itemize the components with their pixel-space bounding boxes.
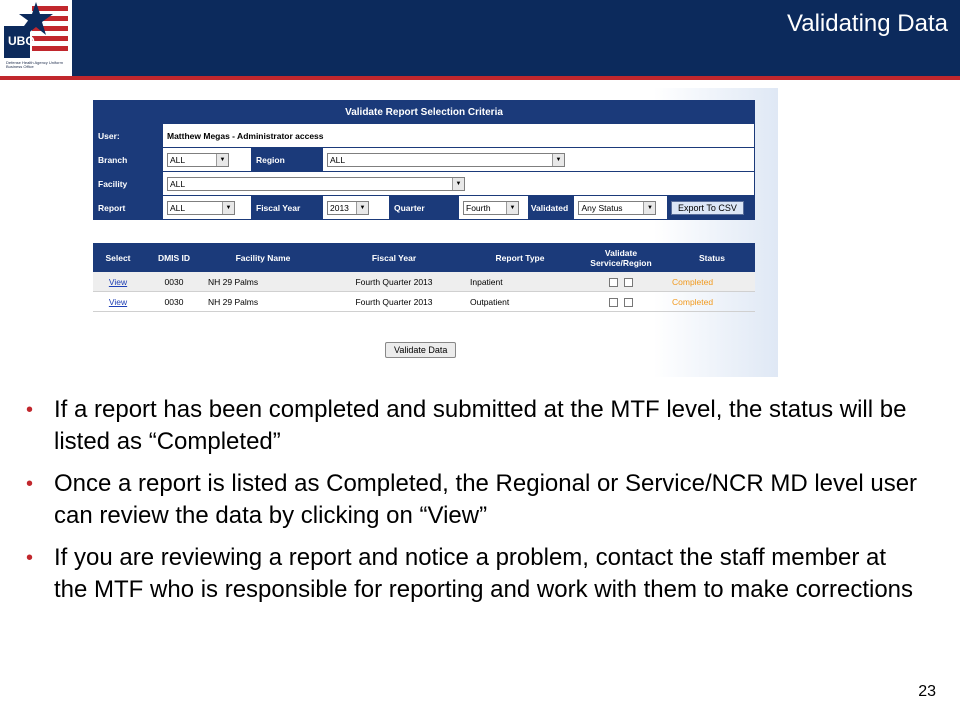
bullet-item — [26, 394, 926, 458]
dmis-cell: 0030 — [143, 272, 205, 292]
view-link[interactable]: View — [108, 296, 128, 307]
fiscal-year-select-value: 2013 — [330, 202, 349, 213]
bullet-dot-icon: • — [26, 547, 34, 569]
validate-service-checkbox[interactable] — [609, 298, 618, 307]
validate-service-checkbox[interactable] — [609, 278, 618, 287]
bullet-text: If a report has been completed and submitted at the MTF level, the status will be listed as “Completed” — [54, 396, 907, 455]
col-header-dmis: DMIS ID — [143, 243, 205, 272]
fiscal-year-cell: Fourth Quarter 2013 — [321, 292, 467, 312]
validated-select[interactable] — [578, 201, 656, 215]
validate-data-button[interactable]: Validate Data — [385, 342, 456, 358]
report-type-cell: Outpatient — [467, 292, 573, 312]
branch-select-value: ALL — [170, 154, 186, 165]
logo-text: UBO — [8, 34, 35, 48]
user-value: Matthew Megas - Administrator access — [163, 124, 755, 148]
slide-title: Validating Data — [787, 10, 948, 37]
view-link[interactable]: View — [108, 276, 128, 287]
region-select-value: ALL — [330, 154, 346, 165]
bullet-list — [26, 394, 926, 616]
bullet-dot-icon: • — [26, 473, 34, 495]
bullet-item — [26, 542, 926, 606]
user-label: User: — [94, 124, 163, 148]
logo-subtext: Defense Health Agency Uniform Business Office — [6, 60, 63, 69]
selection-criteria-table — [93, 100, 755, 220]
validated-select-value: Any Status — [581, 202, 623, 213]
chevron-down-icon: ▼ — [452, 178, 464, 190]
facility-cell: NH 29 Palms — [205, 272, 321, 292]
fiscal-year-select[interactable] — [327, 201, 369, 215]
chevron-down-icon: ▼ — [222, 202, 234, 214]
bullet-text: If you are reviewing a report and notice a problem, contact the staff member at the MTF who is responsible for reporting and work with them to make corrections — [54, 544, 914, 603]
quarter-select[interactable] — [463, 201, 519, 215]
chevron-down-icon: ▼ — [552, 154, 564, 166]
report-select-value: ALL — [170, 202, 186, 213]
report-label: Report — [94, 196, 163, 220]
validate-region-checkbox[interactable] — [624, 278, 633, 287]
branch-select[interactable] — [167, 153, 229, 167]
facility-select[interactable] — [167, 177, 465, 191]
quarter-select-value: Fourth — [466, 202, 491, 213]
branch-label: Branch — [94, 148, 163, 172]
table-row — [93, 272, 755, 292]
page-number: 23 — [918, 683, 936, 700]
dmis-cell: 0030 — [143, 292, 205, 312]
report-type-cell: Inpatient — [467, 272, 573, 292]
facility-cell: NH 29 Palms — [205, 292, 321, 312]
ubo-logo — [0, 0, 72, 76]
bullet-text: Once a report is listed as Completed, the Regional or Service/NCR MD level user can review the data by clicking on “View” — [54, 470, 918, 529]
app-screenshot — [87, 88, 778, 377]
fiscal-year-cell: Fourth Quarter 2013 — [321, 272, 467, 292]
validate-cell — [573, 272, 669, 292]
validate-region-checkbox[interactable] — [624, 298, 633, 307]
chevron-down-icon: ▼ — [506, 202, 518, 214]
results-table — [93, 243, 755, 312]
header-divider — [0, 76, 960, 80]
chevron-down-icon: ▼ — [356, 202, 368, 214]
col-header-validate: Validate Service/Region — [573, 243, 669, 272]
col-header-status: Status — [669, 243, 755, 272]
col-header-facility: Facility Name — [205, 243, 321, 272]
fiscal-year-label: Fiscal Year — [252, 196, 323, 220]
export-csv-button[interactable]: Export To CSV — [671, 201, 744, 215]
chevron-down-icon: ▼ — [643, 202, 655, 214]
facility-select-value: ALL — [170, 178, 186, 189]
table-row — [93, 292, 755, 312]
validate-cell — [573, 292, 669, 312]
criteria-title: Validate Report Selection Criteria — [94, 101, 755, 124]
facility-label: Facility — [94, 172, 163, 196]
bullet-item — [26, 468, 926, 532]
col-header-fiscal-year: Fiscal Year — [321, 243, 467, 272]
bullet-dot-icon: • — [26, 399, 34, 421]
quarter-label: Quarter — [390, 196, 459, 220]
status-cell: Completed — [669, 292, 755, 312]
report-select[interactable] — [167, 201, 235, 215]
status-cell: Completed — [669, 272, 755, 292]
region-select[interactable] — [327, 153, 565, 167]
region-label: Region — [252, 148, 323, 172]
validated-label: Validated — [528, 196, 575, 219]
col-header-report-type: Report Type — [467, 243, 573, 272]
chevron-down-icon: ▼ — [216, 154, 228, 166]
col-header-select: Select — [93, 243, 143, 272]
